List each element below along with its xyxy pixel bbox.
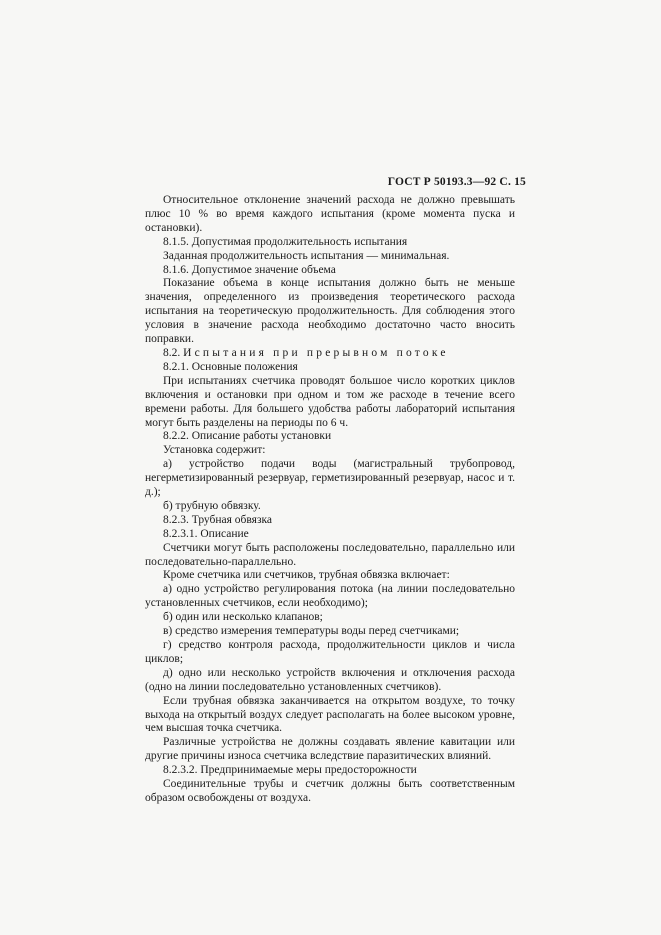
section-heading: 8.1.5. Допустимая продолжительность испытания: [163, 235, 408, 248]
section-heading: 8.2.3.1. Описание: [163, 527, 249, 540]
section-heading: 8.1.6. Допустимое значение объема: [163, 263, 336, 276]
section-heading: 8.2.3. Трубная обвязка: [163, 513, 273, 526]
paragraph: Показание объема в конце испытания должно быть не меньше значения, определенного из произведения теоретического расхода испытания на теоретическую продолжительность. Для соблюдения этого условия в значение расхода необходимо достаточно часто вносить поправки.: [145, 277, 515, 346]
paragraph: Относительное отклонение значений расхода не должно превышать плюс 10 % во время каждого испытания (кроме момента пуска и остановки).: [145, 194, 515, 234]
list-item: в) средство измерения температуры воды перед счетчиками;: [163, 625, 460, 638]
section-heading: [145, 347, 515, 361]
paragraph: При испытаниях счетчика проводят большое число коротких циклов включения и остановки при одном и том же расходе в течение всего времени работы. Для большего удобства работы лабораторий испытания могут быть разделены на периоды по 6 ч.: [145, 374, 515, 429]
section-heading: 8.2.1. Основные положения: [163, 360, 298, 373]
list-item: а) устройство подачи воды (магистральный трубопровод, негерметизированный резервуар, герметизированный резервуар, насос и т. д.);: [145, 458, 515, 499]
list-item: д) одно или несколько устройств включения и отключения расхода (одно на линии последовательно установленных счетчиков).: [145, 666, 515, 693]
page-header: ГОСТ Р 50193.3—92 С. 15: [387, 176, 526, 188]
section-title-spaced: Испытания при прерывном потоке: [183, 346, 449, 359]
paragraph: Заданная продолжительность испытания — минимальная.: [163, 249, 450, 262]
section-number: 8.2.: [163, 346, 181, 359]
list-item: а) одно устройство регулирования потока (на линии последовательно установленных счетчиков, если необходимо);: [145, 583, 515, 610]
body-text: [145, 194, 515, 806]
section-heading: 8.2.2. Описание работы установки: [163, 430, 332, 443]
paragraph: Кроме счетчика или счетчиков, трубная обвязка включает:: [163, 569, 450, 582]
paragraph: Если трубная обвязка заканчивается на открытом воздухе, то точку выхода на открытый воздух следует располагать на более высоком уровне, чем высшая точка счетчика.: [145, 694, 515, 735]
paragraph: Счетчики могут быть расположены последовательно, параллельно или последовательно-параллельно.: [145, 541, 515, 568]
paragraph: Соединительные трубы и счетчик должны быть соответственным образом освобождены от воздуха.: [145, 778, 515, 804]
paragraph: Установка содержит:: [163, 444, 266, 457]
list-item: б) один или несколько клапанов;: [163, 611, 323, 624]
section-heading: 8.2.3.2. Предпринимаемые меры предосторожности: [163, 764, 417, 777]
list-item: г) средство контроля расхода, продолжительности циклов и числа циклов;: [145, 639, 515, 665]
paragraph: Различные устройства не должны создавать явление кавитации или другие причины износа счетчика вследствие паразитических влияний.: [145, 736, 515, 763]
list-item: б) трубную обвязку.: [163, 499, 261, 512]
